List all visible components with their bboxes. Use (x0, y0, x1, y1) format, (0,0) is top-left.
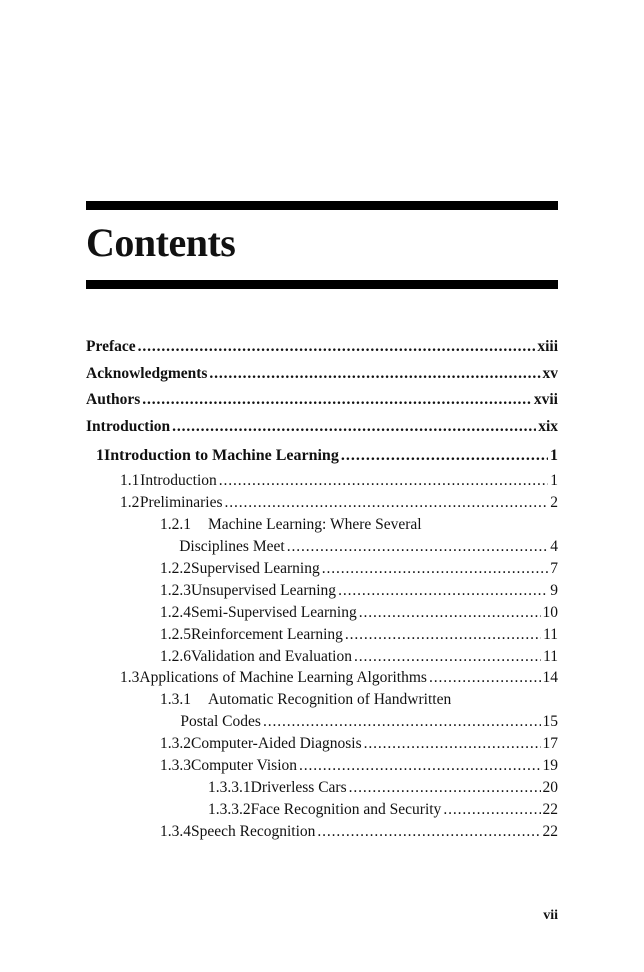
toc-entry-introduction[interactable] (86, 418, 558, 445)
chapter-page: 1 (550, 447, 558, 465)
subsection-title: Unsupervised Learning (191, 581, 337, 599)
toc-subsection-1-2-4[interactable] (86, 604, 558, 626)
subsection-number: 1.3.1 (160, 691, 191, 709)
leader-dots (364, 735, 541, 753)
subsection-title-line1: Machine Learning: Where Several (208, 516, 422, 534)
leader-dots (219, 472, 548, 490)
subsubsection-title: Driverless Cars (250, 778, 347, 796)
subsection-title: Supervised Learning (191, 559, 320, 577)
toc-subsection-1-3-1[interactable] (86, 691, 558, 713)
leader-dots (429, 669, 541, 687)
subsection-number: 1.3.2 (160, 735, 191, 753)
subsection-page: 11 (543, 647, 558, 665)
toc-entry-page: xvii (533, 391, 558, 409)
subsection-title: Semi-Supervised Learning (191, 603, 357, 621)
toc-section-1-1[interactable] (86, 472, 558, 494)
subsection-page: 15 (542, 713, 558, 731)
toc-entry-acknowledgments[interactable] (86, 365, 558, 392)
leader-dots (341, 447, 548, 465)
subsection-title: Computer Vision (191, 756, 297, 774)
toc-entry-page: xix (538, 417, 558, 435)
section-page: 14 (542, 669, 558, 687)
leader-dots (138, 338, 536, 356)
subsection-number: 1.2.1 (160, 516, 191, 534)
section-page: 1 (550, 472, 558, 490)
leader-dots (443, 801, 540, 819)
toc-chapter-1[interactable] (86, 447, 558, 472)
section-title: Introduction (140, 472, 217, 490)
subsubsection-title: Face Recognition and Security (250, 800, 442, 818)
subsection-page: 19 (542, 756, 558, 774)
leader-dots (345, 626, 541, 644)
toc-subsection-1-3-1-cont[interactable] (86, 713, 558, 735)
subsection-number: 1.2.3 (160, 581, 191, 599)
toc-entry-title: Acknowledgments (86, 364, 208, 382)
toc-subsubsection-1-3-3-2[interactable] (86, 801, 558, 823)
toc-section-1-2[interactable] (86, 494, 558, 516)
leader-dots (354, 648, 541, 666)
chapter-title: Introduction to Machine Learning (104, 447, 339, 465)
toc-subsection-1-2-3[interactable] (86, 582, 558, 604)
toc-subsection-1-2-5[interactable] (86, 626, 558, 648)
subsection-title: Speech Recognition (191, 822, 316, 840)
leader-dots (299, 757, 541, 775)
bottom-rule (86, 280, 558, 289)
subsection-title-line2: Postal Codes (180, 713, 261, 731)
toc-subsection-1-2-2[interactable] (86, 560, 558, 582)
subsection-title: Reinforcement Learning (191, 625, 343, 643)
toc-subsection-1-2-1-cont[interactable] (86, 538, 558, 560)
toc-subsubsection-1-3-3-1[interactable] (86, 779, 558, 801)
leader-dots (209, 365, 540, 383)
subsection-title-line1: Automatic Recognition of Handwritten (208, 691, 452, 709)
section-number: 1.3 (120, 669, 140, 687)
subsubsection-page: 20 (542, 778, 558, 796)
subsection-page: 9 (550, 581, 558, 599)
page-number: vii (543, 908, 558, 923)
subsection-number: 1.2.4 (160, 603, 191, 621)
section-number: 1.1 (120, 472, 140, 490)
subsection-number: 1.3.4 (160, 822, 191, 840)
section-number: 1.2 (120, 494, 140, 512)
toc-entry-authors[interactable] (86, 391, 558, 418)
toc-entry-title: Introduction (86, 417, 171, 435)
leader-dots (287, 538, 549, 556)
leader-dots (359, 604, 541, 622)
toc-entry-page: xiii (537, 338, 558, 355)
subsection-title: Computer-Aided Diagnosis (191, 735, 362, 753)
toc-entry-page: xv (542, 364, 558, 382)
subsection-number: 1.2.2 (160, 559, 191, 577)
section-title: Preliminaries (139, 494, 223, 512)
section-page: 2 (550, 494, 558, 512)
toc-subsection-1-3-4[interactable] (86, 823, 558, 845)
subsection-page: 7 (550, 559, 558, 577)
toc-subsection-1-2-1[interactable] (86, 516, 558, 538)
leader-dots (142, 391, 532, 409)
subsection-number: 1.2.6 (160, 647, 191, 665)
top-rule (86, 201, 558, 210)
leader-dots (263, 713, 541, 731)
section-title: Applications of Machine Learning Algorithms (139, 669, 427, 687)
subsection-page: 11 (543, 625, 558, 643)
subsection-page: 4 (550, 538, 558, 556)
subsection-title: Validation and Evaluation (191, 647, 352, 665)
subsection-number: 1.3.3 (160, 756, 191, 774)
subsection-page: 22 (542, 822, 558, 840)
toc-entry-title: Preface (86, 338, 136, 355)
subsection-number: 1.2.5 (160, 625, 191, 643)
toc-subsection-1-3-3[interactable] (86, 757, 558, 779)
chapter-number: 1 (96, 447, 104, 465)
toc-subsection-1-3-2[interactable] (86, 735, 558, 757)
toc-entry-preface[interactable] (86, 338, 558, 365)
leader-dots (172, 418, 536, 436)
subsection-title-line2: Disciplines Meet (179, 538, 285, 556)
leader-dots (322, 560, 549, 578)
toc-subsection-1-2-6[interactable] (86, 648, 558, 670)
leader-dots (349, 779, 541, 797)
toc-section-1-3[interactable] (86, 669, 558, 691)
subsection-page: 17 (542, 735, 558, 753)
subsubsection-number: 1.3.3.1 (208, 778, 251, 796)
subsection-page: 10 (542, 603, 558, 621)
toc-entry-title: Authors (86, 391, 141, 409)
subsubsection-page: 22 (542, 800, 558, 818)
page-title: Contents (86, 220, 236, 265)
subsubsection-number: 1.3.3.2 (208, 800, 251, 818)
leader-dots (317, 823, 540, 841)
leader-dots (338, 582, 548, 600)
leader-dots (224, 494, 548, 512)
table-of-contents (86, 338, 558, 845)
